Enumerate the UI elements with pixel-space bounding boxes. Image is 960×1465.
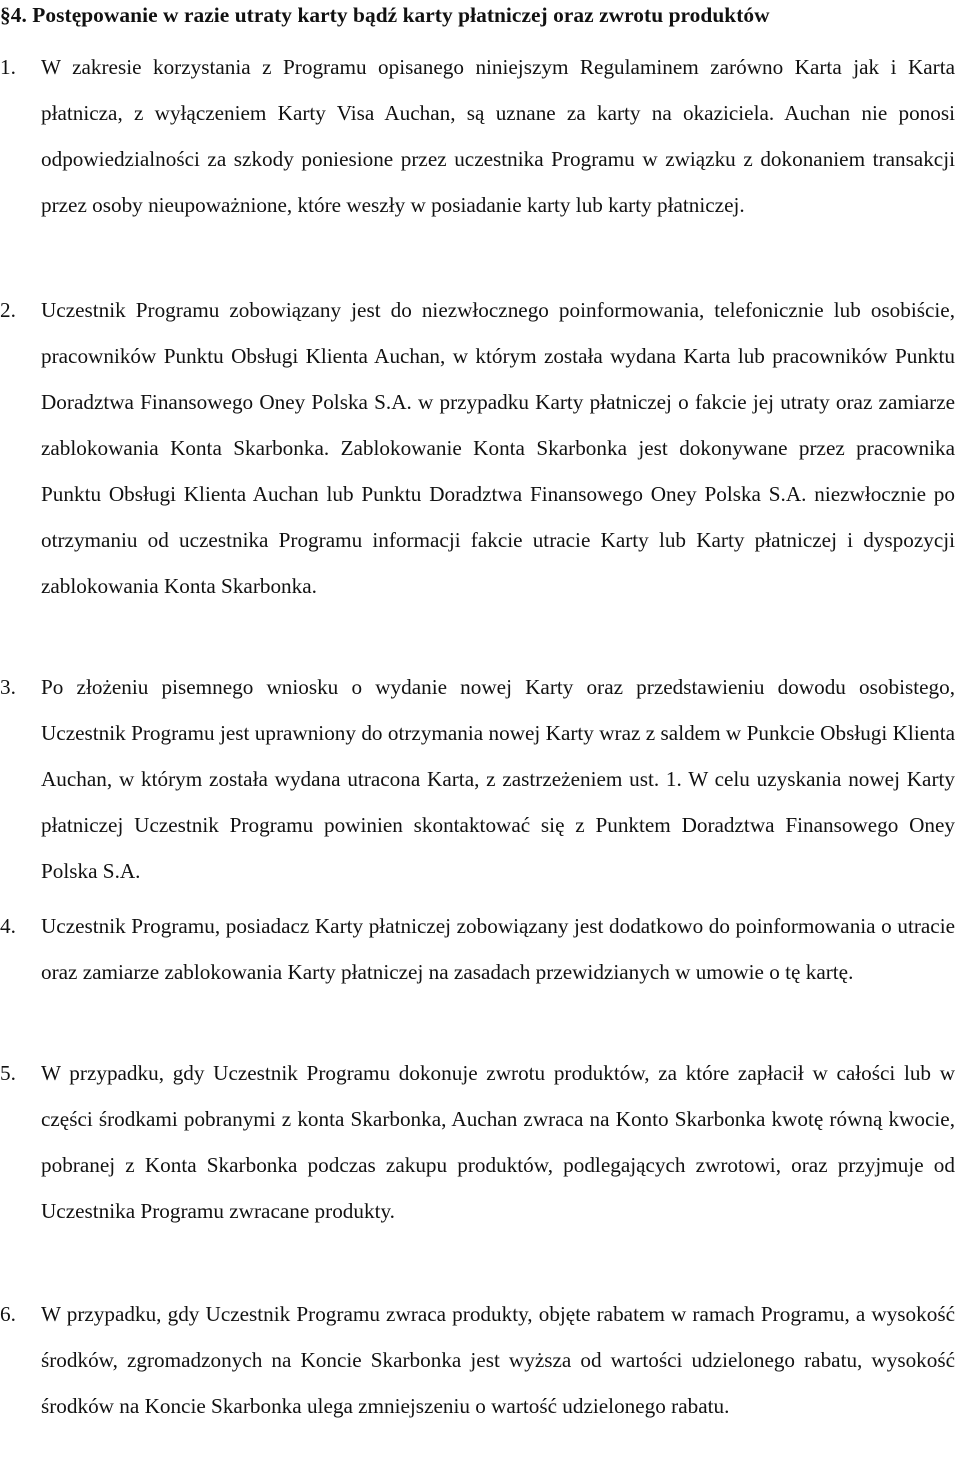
paragraph-number: 3. — [0, 675, 16, 699]
paragraph-text: W przypadku, gdy Uczestnik Programu dokonuje zwrotu produktów, za które zapłacił w całości lub w części środkami pobranymi z konta Skarbonka, Auchan zwraca na Konto Skarbonka kwotę równą kwocie, pobranej z Konta Skarbonka podczas zakupu produktów, podlegających zwrotowi, oraz przyjmuje od Uczestnika Programu zwracane produkty. — [41, 1061, 955, 1223]
paragraph-text: Uczestnik Programu, posiadacz Karty płatniczej zobowiązany jest dodatkowo do poinformowania o utracie oraz zamiarze zablokowania Karty płatniczej na zasadach przewidzianych w umowie o tę kartę. — [41, 914, 955, 984]
paragraph-number: 4. — [0, 914, 16, 938]
paragraph-number: 2. — [0, 298, 16, 322]
paragraph-number: 5. — [0, 1061, 16, 1085]
section-heading: §4. Postępowanie w razie utraty karty bądź karty płatniczej oraz zwrotu produktów — [0, 3, 770, 27]
paragraph-text: W zakresie korzystania z Programu opisanego niniejszym Regulaminem zarówno Karta jak i Karta płatnicza, z wyłączeniem Karty Visa Auchan, są uznane za karty na okaziciela. Auchan nie ponosi odpowiedzialności za szkody poniesione przez uczestnika Programu w związku z dokonaniem transakcji przez osoby nieupoważnione, które weszły w posiadanie karty lub karty płatniczej. — [41, 55, 955, 217]
paragraph-text: Uczestnik Programu zobowiązany jest do niezwłocznego poinformowania, telefonicznie lub osobiście, pracowników Punktu Obsługi Klienta Auchan, w którym została wydana Karta lub pracowników Punktu Doradztwa Finansowego Oney Polska S.A. w przypadku Karty płatniczej o fakcie jej utraty oraz zamiarze zablokowania Konta Skarbonka. Zablokowanie Konta Skarbonka jest dokonywane przez pracownika Punktu Obsługi Klienta Auchan lub Punktu Doradztwa Finansowego Oney Polska S.A. niezwłocznie po otrzymaniu od uczestnika Programu informacji fakcie utracie Karty lub Karty płatniczej i dyspozycji zablokowania Konta Skarbonka. — [41, 298, 955, 598]
paragraph-number: 1. — [0, 55, 16, 79]
paragraph-text: Po złożeniu pisemnego wniosku o wydanie nowej Karty oraz przedstawieniu dowodu osobistego, Uczestnik Programu jest uprawniony do otrzymania nowej Karty wraz z saldem w Punkcie Obsługi Klienta Auchan, w którym została wydana utracona Karta, z zastrzeżeniem ust. 1. W celu uzyskania nowej Karty płatniczej Uczestnik Programu powinien skontaktować się z Punktem Doradztwa Finansowego Oney Polska S.A. — [41, 675, 955, 883]
paragraph-text: W przypadku, gdy Uczestnik Programu zwraca produkty, objęte rabatem w ramach Programu, a wysokość środków, zgromadzonych na Koncie Skarbonka jest wyższa od wartości udzielonego rabatu, wysokość środków na Koncie Skarbonka ulega zmniejszeniu o wartość udzielonego rabatu. — [41, 1302, 955, 1418]
paragraph-number: 6. — [0, 1302, 16, 1326]
